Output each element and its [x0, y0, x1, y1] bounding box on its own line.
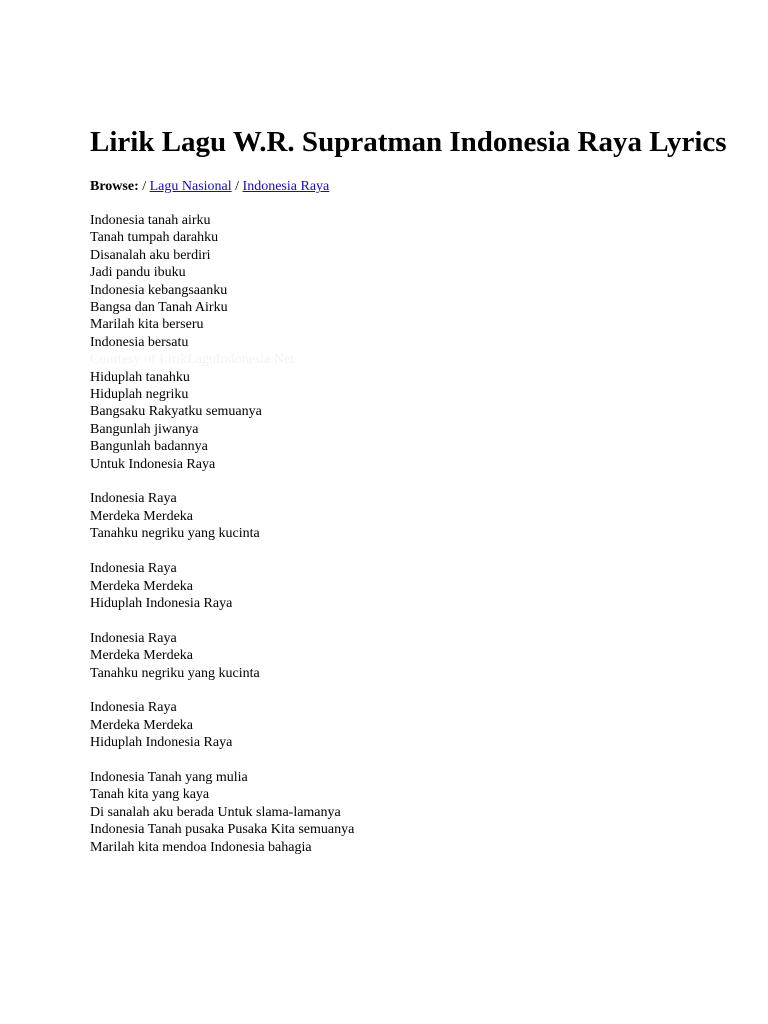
lyric-line: Hiduplah Indonesia Raya: [90, 735, 233, 751]
watermark-text: Courtesy of LirikLaguIndonesia.Net: [90, 352, 295, 368]
breadcrumb-separator: /: [231, 179, 243, 194]
lyric-line: Tanah kita yang kaya: [90, 787, 210, 803]
breadcrumb-separator: /: [138, 179, 150, 194]
lyric-line: Disanalah aku berdiri: [90, 247, 211, 263]
lyrics-body: [90, 212, 730, 856]
lyric-line: Merdeka Merdeka: [90, 508, 194, 524]
lyric-line: Marilah kita berseru: [90, 317, 204, 333]
lyric-line: Merdeka Merdeka: [90, 578, 194, 594]
lyrics-stanza: [90, 212, 730, 351]
lyric-line: Indonesia Raya: [90, 630, 177, 646]
lyric-line: Bangunlah jiwanya: [90, 421, 199, 437]
lyric-line: Tanah tumpah darahku: [90, 230, 219, 246]
lyric-line: Hiduplah tanahku: [90, 369, 190, 385]
lyric-line: Indonesia Tanah yang mulia: [90, 769, 248, 785]
lyric-line: Merdeka Merdeka: [90, 648, 194, 664]
lyrics-stanza: [90, 369, 730, 473]
lyric-line: Bangsa dan Tanah Airku: [90, 300, 228, 316]
lyric-line: Indonesia bersatu: [90, 334, 189, 350]
breadcrumb: [90, 178, 730, 196]
lyric-line: Indonesia Tanah pusaka Pusaka Kita semuanya: [90, 822, 355, 838]
lyric-line: Indonesia kebangsaanku: [90, 282, 228, 298]
lyrics-stanza: [90, 490, 730, 542]
lyric-line: Jadi pandu ibuku: [90, 265, 186, 281]
breadcrumb-link-indonesia-raya[interactable]: Indonesia Raya: [242, 179, 330, 194]
lyric-line: Merdeka Merdeka: [90, 717, 194, 733]
page-title: Lirik Lagu W.R. Supratman Indonesia Raya Lyrics: [90, 126, 727, 158]
lyric-line: Indonesia tanah airku: [90, 213, 211, 228]
lyric-line: Bangsaku Rakyatku semuanya: [90, 404, 262, 420]
lyric-line: Indonesia Raya: [90, 561, 177, 577]
document-page: [90, 124, 730, 873]
lyric-line: Indonesia Raya: [90, 491, 177, 507]
lyric-line: Indonesia Raya: [90, 700, 177, 716]
lyrics-stanza: [90, 699, 730, 751]
lyric-line: Marilah kita mendoa Indonesia bahagia: [90, 839, 312, 855]
lyrics-stanza: [90, 630, 730, 682]
lyric-line: Di sanalah aku berada Untuk slama-lamanya: [90, 804, 341, 820]
lyric-line: Tanahku negriku yang kucinta: [90, 526, 260, 542]
lyrics-stanza: [90, 769, 730, 856]
breadcrumb-label: Browse:: [90, 179, 139, 194]
lyric-line: Untuk Indonesia Raya: [90, 456, 216, 472]
lyric-line: Bangunlah badannya: [90, 439, 208, 455]
breadcrumb-link-lagu-nasional[interactable]: Lagu Nasional: [149, 179, 232, 194]
lyrics-stanza: [90, 560, 730, 612]
lyric-line: Hiduplah negriku: [90, 387, 189, 403]
lyric-line: Hiduplah Indonesia Raya: [90, 595, 233, 611]
lyric-line: Tanahku negriku yang kucinta: [90, 665, 260, 681]
